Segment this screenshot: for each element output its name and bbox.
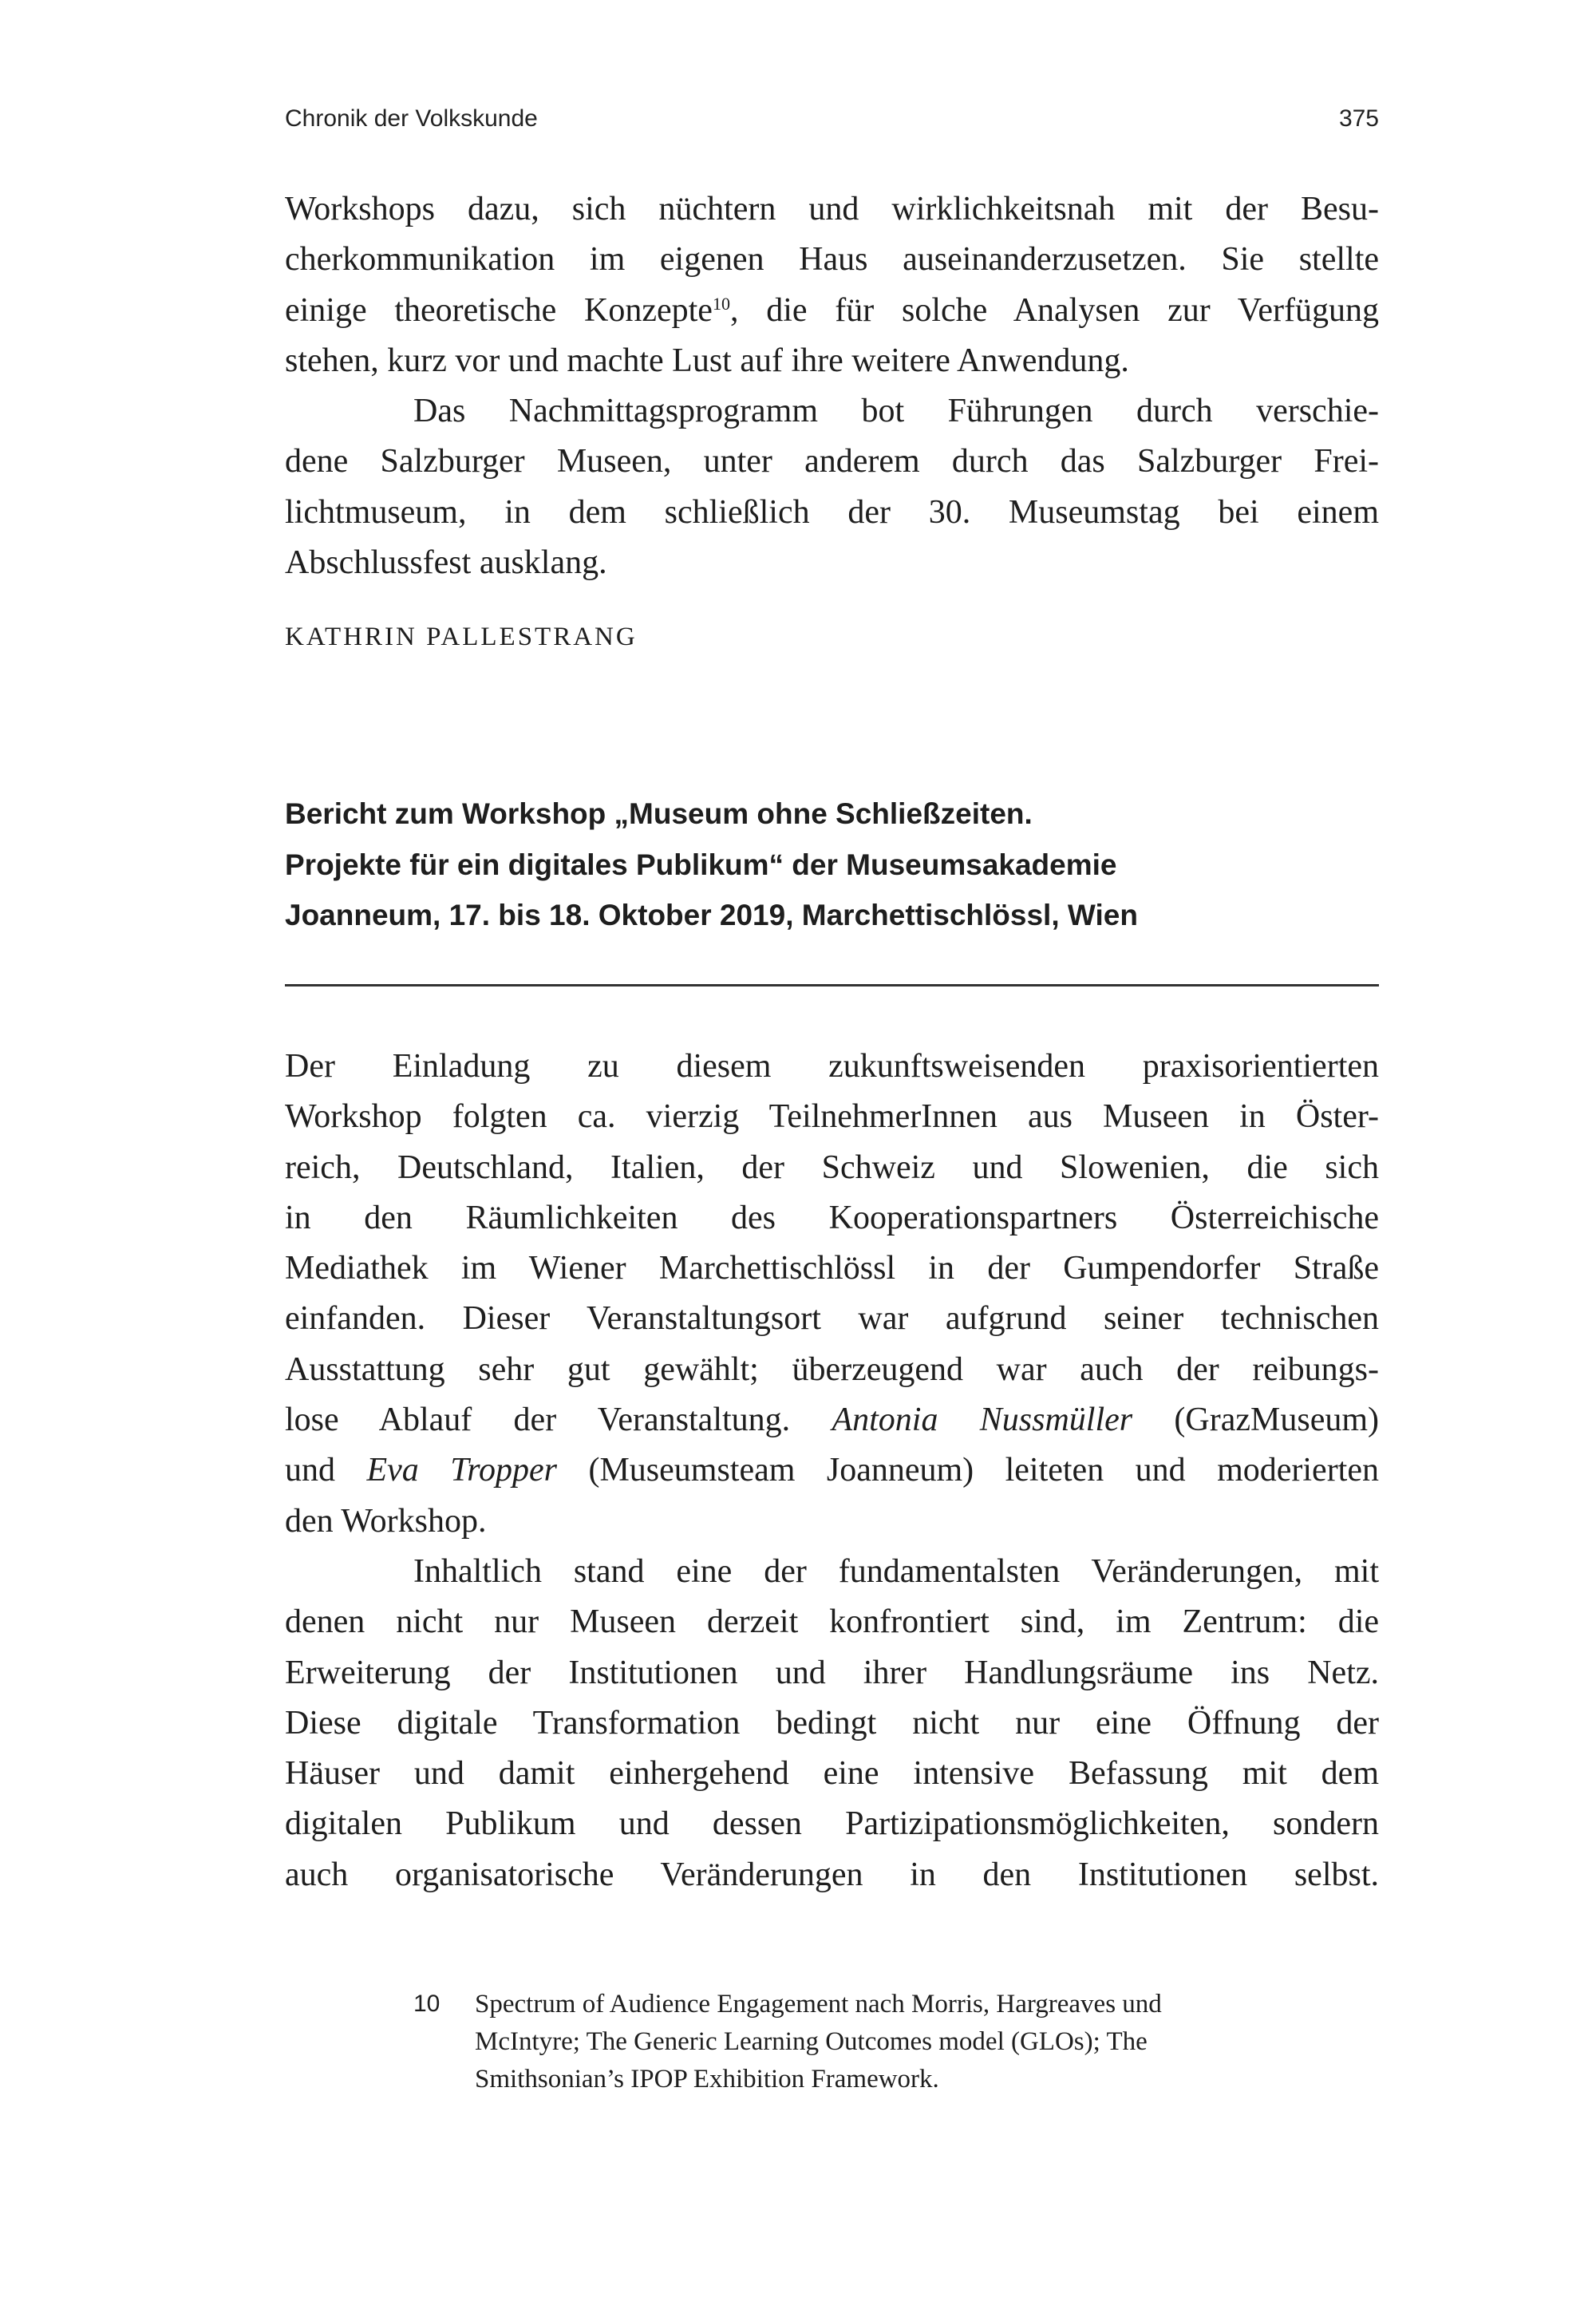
footnote-ref[interactable]: 10 [712, 293, 730, 314]
text-line: reich, Deutschland, Italien, der Schweiz und Slowenien, die sich [285, 1149, 1379, 1186]
text-line: auch organisatorische Veränderungen in den Institutionen selbst. [285, 1856, 1379, 1893]
text-segment: lose Ablauf der Veranstaltung. [285, 1402, 832, 1439]
page-number: 375 [1338, 105, 1379, 132]
text-line: Der Einladung zu diesem zukunftsweisenden praxisorientierten [285, 1048, 1379, 1085]
text-line: Inhaltlich stand eine der fundamentalsten Veränderungen, mit [413, 1552, 1379, 1590]
text-line: einfanden. Dieser Veranstaltungsort war aufgrund seiner technischen [285, 1300, 1379, 1338]
heading-line: Bericht zum Workshop „Museum ohne Schließzeiten. [285, 797, 1033, 830]
text-segment: einige theoretische Konzepte [285, 291, 713, 329]
heading-line: Joanneum, 17. bis 18. Oktober 2019, Marchettischlössl, Wien [285, 899, 1138, 931]
text-segment: und [285, 1452, 367, 1489]
text-line: denen nicht nur Museen derzeit konfrontiert sind, im Zentrum: die [285, 1603, 1379, 1641]
text-line: in den Räumlichkeiten des Kooperationspartners Österreichische [285, 1199, 1379, 1236]
person-name: Eva Tropper [366, 1452, 558, 1489]
article-body [285, 1042, 1379, 1900]
text-segment: , die für solche Analysen zur Verfügung [729, 291, 1379, 329]
previous-article-text [285, 184, 1379, 588]
article-heading [285, 792, 1138, 944]
text-segment: (Museumsteam Joanneum) leiteten und moderierten [557, 1452, 1379, 1489]
footnote-line: McIntyre; The Generic Learning Outcomes model (GLOs); The [475, 2027, 1148, 2056]
running-title: Chronik der Volkskunde [285, 105, 538, 132]
text-line: digitalen Publikum und dessen Partizipationsmöglichkeiten, sondern [285, 1805, 1379, 1843]
text-line: den Workshop. [285, 1502, 487, 1540]
text-line: Ausstattung sehr gut gewählt; überzeugend war auch der reibungs- [285, 1350, 1379, 1388]
person-name: Antonia Nussmüller [832, 1402, 1133, 1439]
text-line: Das Nachmittagsprogramm bot Führungen durch verschie- [413, 393, 1379, 430]
text-line [285, 1395, 1379, 1445]
text-line: cherkommunikation im eigenen Haus auseinanderzusetzen. Sie stellte [285, 241, 1379, 279]
text-line: Mediathek im Wiener Marchettischlössl in der Gumpendorfer Straße [285, 1250, 1379, 1287]
text-line [285, 1445, 1379, 1496]
text-line: Workshops dazu, sich nüchtern und wirklichkeitsnah mit der Besu- [285, 191, 1379, 227]
heading-line: Projekte für ein digitales Publikum“ der Museumsakademie [285, 848, 1117, 881]
text-line: dene Salzburger Museen, unter anderem durch das Salzburger Frei- [285, 443, 1379, 480]
author-name: KATHRIN PALLESTRANG [285, 623, 638, 651]
footnote-number: 10 [413, 1991, 440, 2017]
divider-rule [285, 984, 1379, 986]
text-segment: (GrazMuseum) [1132, 1402, 1379, 1439]
text-line: Erweiterung der Institutionen und ihrer Handlungsräume ins Netz. [285, 1654, 1379, 1691]
text-line: Abschlussfest ausklang. [285, 544, 607, 582]
footnote-line: Smithsonian’s IPOP Exhibition Framework. [475, 2065, 939, 2094]
text-line: Diese digitale Transformation bedingt nicht nur eine Öffnung der [285, 1704, 1379, 1742]
text-line: lichtmuseum, in dem schließlich der 30. Museumstag bei einem [285, 493, 1379, 531]
footnote-line: Spectrum of Audience Engagement nach Morris, Hargreaves und [475, 1990, 1162, 2018]
footnote-text [475, 1986, 1281, 2098]
text-line: stehen, kurz vor und machte Lust auf ihre weitere Anwendung. [285, 342, 1129, 379]
text-line: Workshop folgten ca. vierzig TeilnehmerInnen aus Museen in Öster- [285, 1098, 1379, 1136]
text-line [285, 286, 1379, 336]
text-line: Häuser und damit einhergehend eine intensive Befassung mit dem [285, 1755, 1379, 1793]
